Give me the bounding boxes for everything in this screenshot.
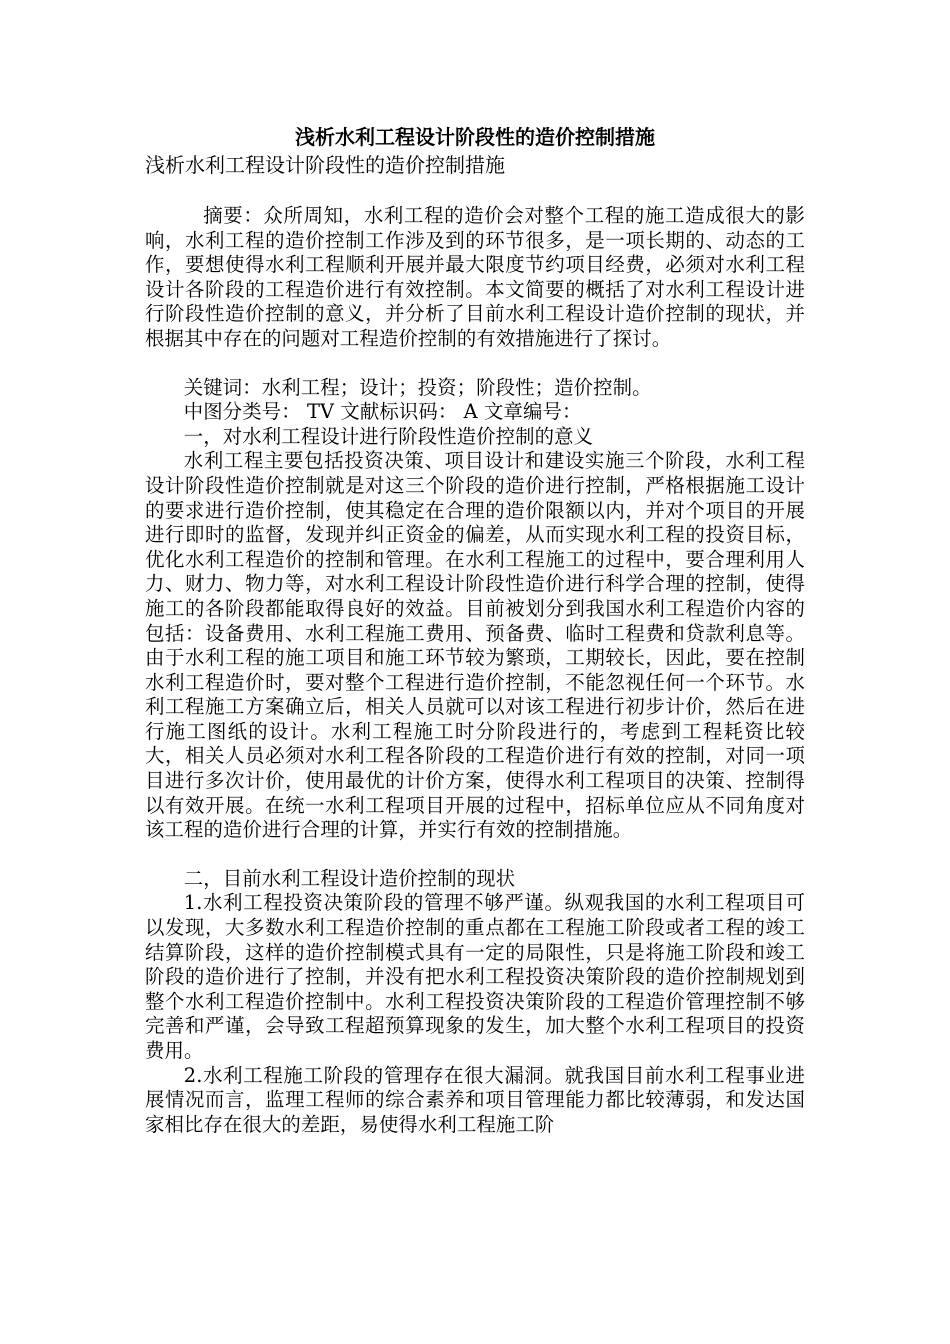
section-2-item-1: 1.水利工程投资决策阶段的管理不够严谨。纵观我国的水利工程项目可以发现，大多数水利工程造价控制的重点都在工程施工阶段或者工程的竣工结算阶段，这样的造价控制模式具有一定的局限性，只是将施工阶段和竣工阶段的造价进行了控制，并没有把水利工程投资决策阶段的造价控制规划到整个水利工程造价控制中。水利工程投资决策阶段的工程造价管理控制不够完善和严谨，会导致工程超预算现象的发生，加大整个水利工程项目的投资费用。 bbox=[145, 891, 805, 1062]
document-subtitle: 浅析水利工程设计阶段性的造价控制措施 bbox=[145, 153, 505, 177]
classification-line: 中图分类号： TV 文献标识码： A 文章编号： bbox=[183, 400, 582, 424]
keywords-line: 关键词：水利工程；设计；投资；阶段性；造价控制。 bbox=[183, 375, 652, 399]
section-2-heading: 二，目前水利工程设计造价控制的现状 bbox=[183, 866, 516, 890]
section-1-paragraph: 水利工程主要包括投资决策、项目设计和建设实施三个阶段，水利工程设计阶段性造价控制就是对这三个阶段的造价进行控制，严格根据施工设计的要求进行造价控制，使其稳定在合理的造价限额以内，并对个项目的开展进行即时的监督，发现并纠正资金的偏差，从而实现水利工程的投资目标，优化水利工程造价的控制和管理。在水利工程施工的过程中，要合理利用人力、财力、物力等，对水利工程设计阶段性造价进行科学合理的控制，使得施工的各阶段都能取得良好的效益。目前被划分到我国水利工程造价内容的包括：设备费用、水利工程施工费用、预备费、临时工程费和贷款利息等。由于水利工程的施工项目和施工环节较为繁琐，工期较长，因此，要在控制水利工程造价时，要对整个工程进行造价控制，不能忽视任何一个环节。水利工程施工方案确立后，相关人员就可以对该工程进行初步计价，然后在进行施工图纸的设计。水利工程施工时分阶段进行的，考虑到工程耗资比较大，相关人员必须对水利工程各阶段的工程造价进行有效的控制，对同一项目进行多次计价，使用最优的计价方案，使得水利工程项目的决策、控制得以有效开展。在统一水利工程项目开展的过程中，招标单位应从不同角度对该工程的造价进行合理的计算，并实行有效的控制措施。 bbox=[145, 449, 805, 842]
document-body bbox=[145, 122, 805, 1137]
abstract-paragraph: 摘要：众所周知，水利工程的造价会对整个工程的施工造成很大的影响，水利工程的造价控制工作涉及到的环节很多，是一项长期的、动态的工作，要想使得水利工程顺利开展并最大限度节约项目经费，必须对水利工程设计各阶段的工程造价进行有效控制。本文简要的概括了对水利工程设计进行阶段性造价控制的意义，并分析了目前水利工程设计造价控制的现状，并根据其中存在的问题对工程造价控制的有效措施进行了探讨。 bbox=[145, 204, 805, 350]
document-title: 浅析水利工程设计阶段性的造价控制措施 bbox=[295, 125, 655, 149]
section-1-heading: 一，对水利工程设计进行阶段性造价控制的意义 bbox=[183, 424, 594, 448]
section-2-item-2: 2.水利工程施工阶段的管理存在很大漏洞。就我国目前水利工程事业进展情况而言，监理工程师的综合素养和项目管理能力都比较薄弱，和发达国家相比存在很大的差距，易使得水利工程施工阶 bbox=[145, 1063, 805, 1136]
